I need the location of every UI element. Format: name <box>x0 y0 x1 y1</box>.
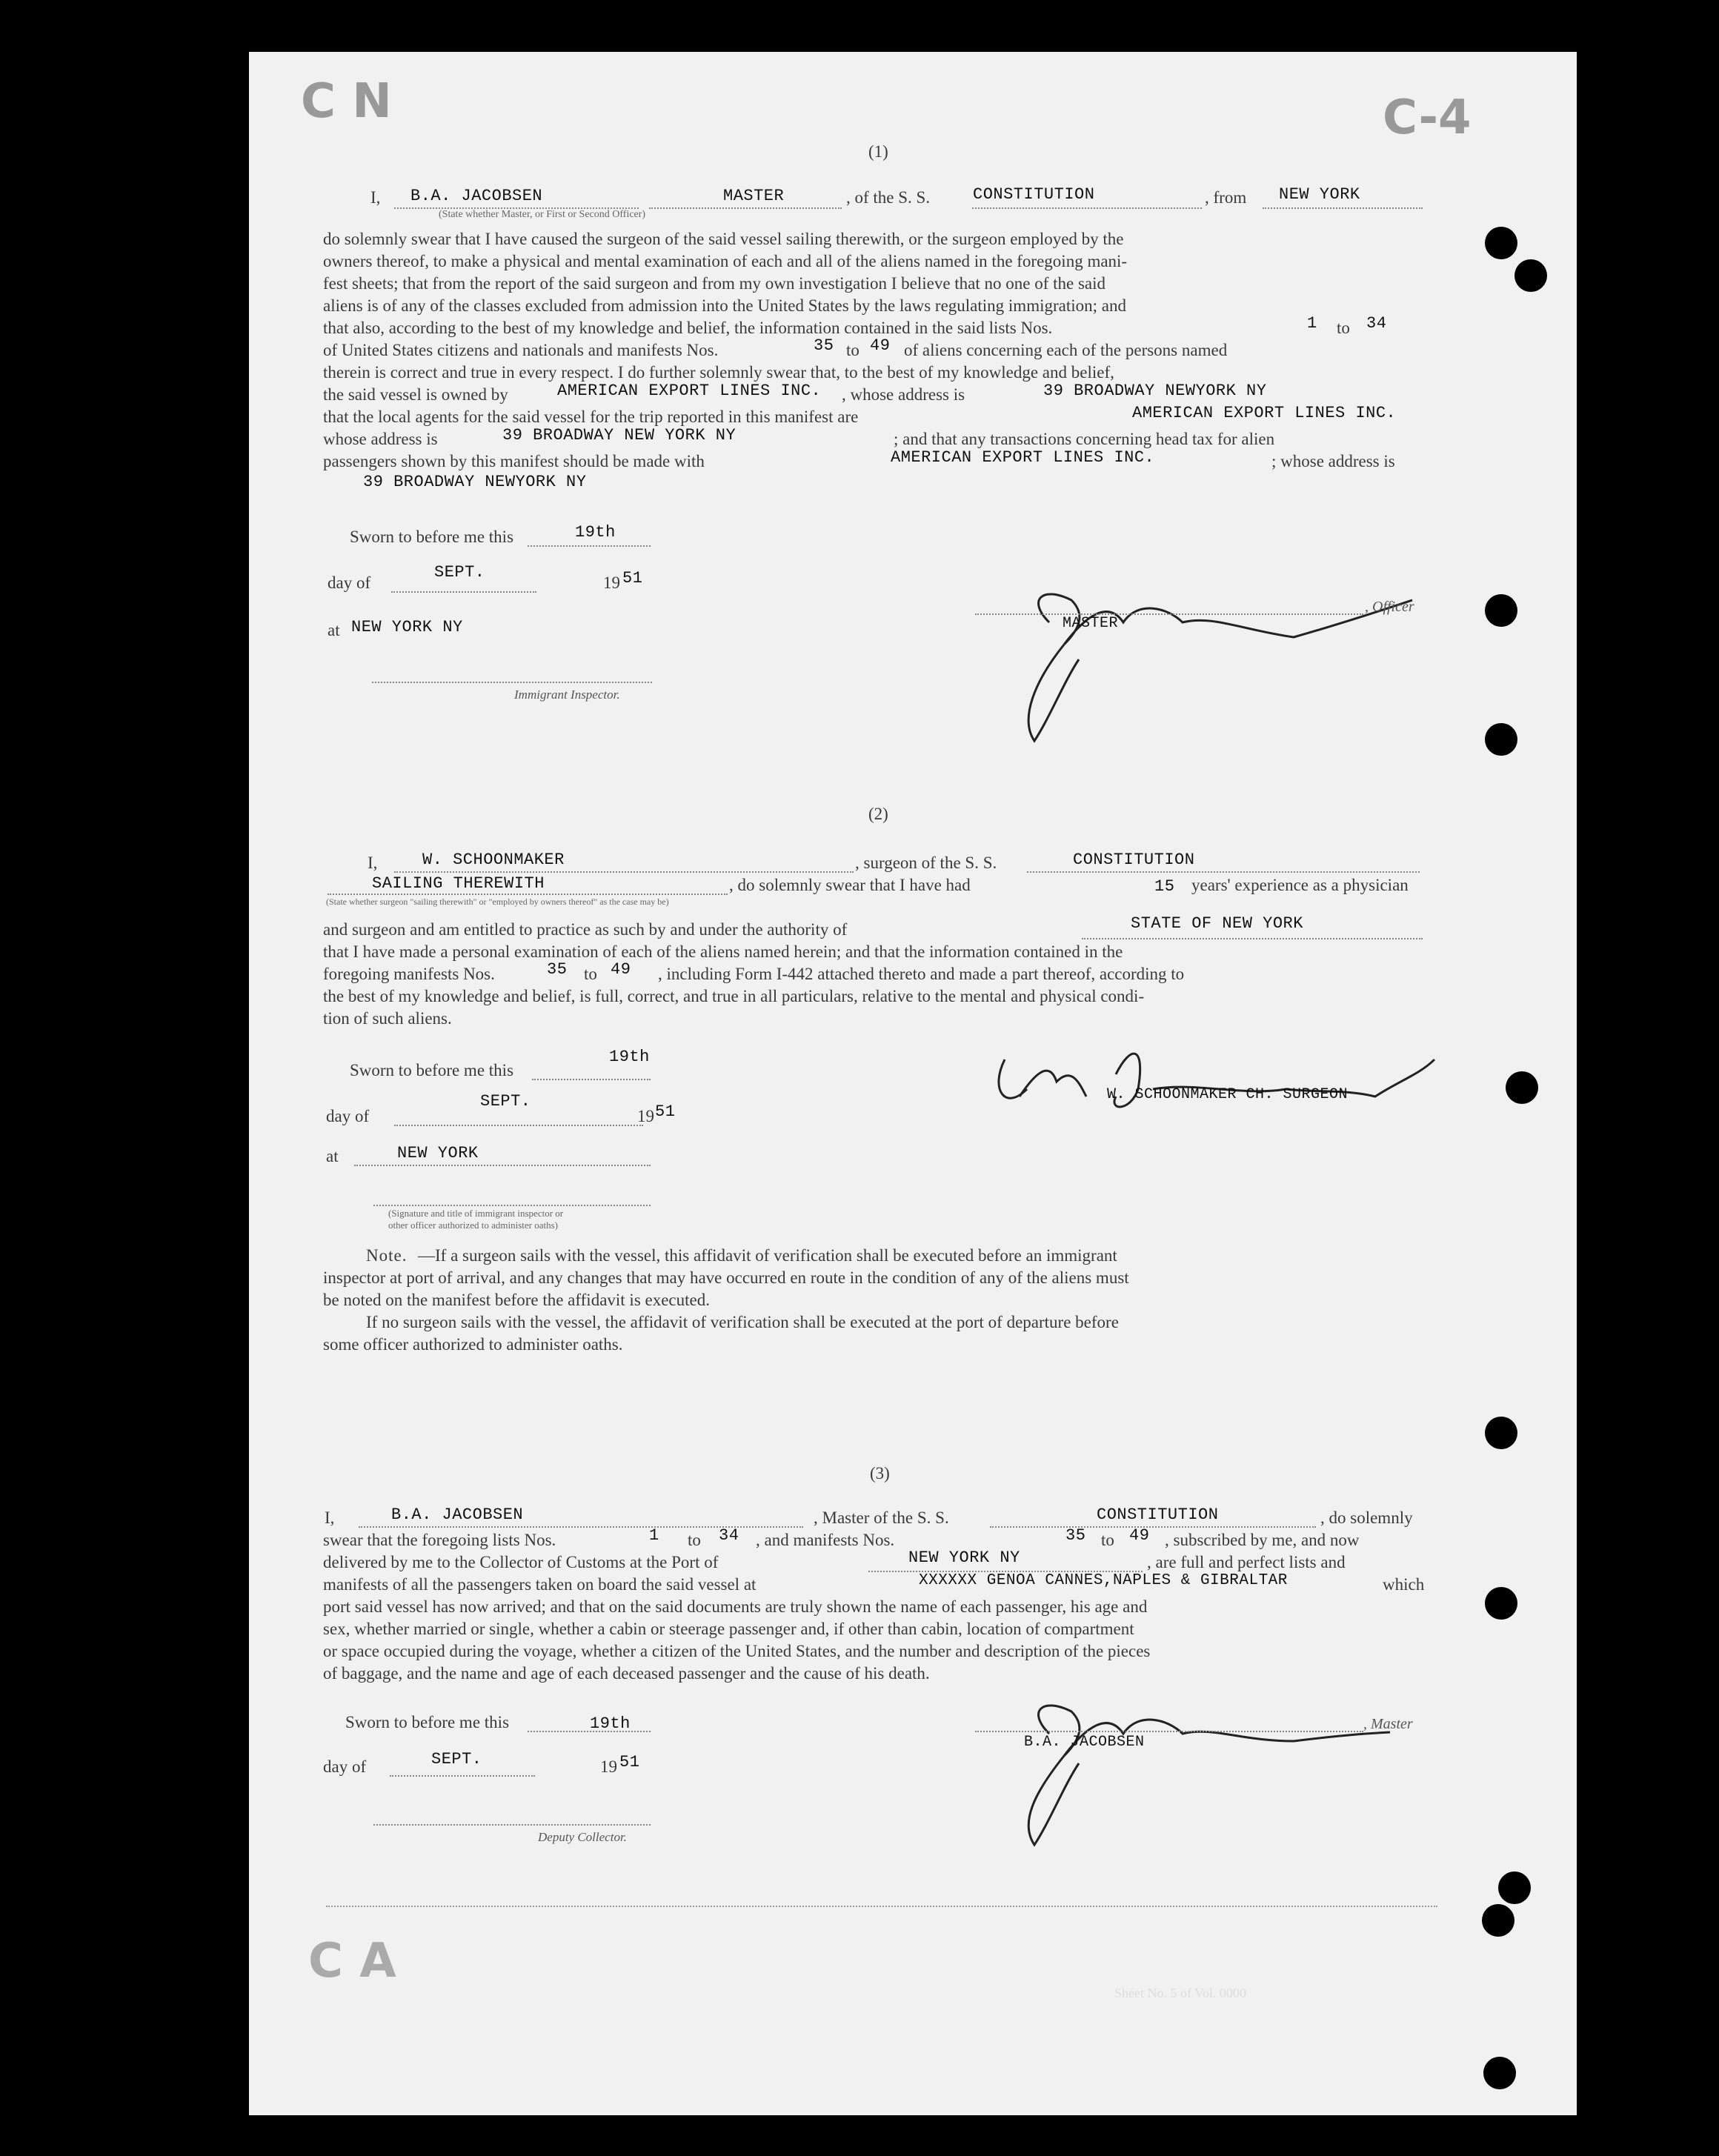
section1-officer-label: , Officer <box>1365 599 1414 615</box>
section3-number: (3) <box>870 1464 890 1483</box>
section2-line1b: , do solemnly swear that I have had <box>729 876 971 894</box>
section3-collector-label: Deputy Collector. <box>538 1830 627 1844</box>
section2-line4b: , including Form I-442 attached thereto and made a part thereof, according to <box>658 965 1185 983</box>
section1-name: B.A. JACOBSEN <box>410 187 543 205</box>
section1-day-of: day of <box>327 573 371 592</box>
section2-surgeon-signature <box>975 1015 1449 1134</box>
section1-line11b: ; whose address is <box>1271 452 1395 470</box>
section1-officer-title: MASTER <box>1063 615 1119 632</box>
section2-sig-note2: other officer authorized to administer oaths) <box>388 1220 558 1231</box>
section3-man-to: 49 <box>1129 1526 1150 1545</box>
section3-i: I, <box>325 1508 335 1527</box>
section3-line3b: , are full and perfect lists and <box>1147 1553 1346 1571</box>
section2-surgeon-of: , surgeon of the S. S. <box>855 854 997 872</box>
section1-to1: to <box>1337 319 1350 337</box>
section3-master-label: , Master <box>1363 1716 1413 1732</box>
section2-at: at <box>326 1147 339 1165</box>
bottom-rule <box>326 1906 1437 1907</box>
section2-line6: tion of such aliens. <box>323 1009 452 1028</box>
section2-place: NEW YORK <box>397 1144 479 1162</box>
section1-agents: AMERICAN EXPORT LINES INC. <box>1132 404 1397 422</box>
section2-sig-title: W. SCHOONMAKER CH. SURGEON <box>1107 1086 1349 1103</box>
section3-master-of: , Master of the S. S. <box>814 1508 949 1527</box>
section3-line4b: which <box>1383 1575 1425 1594</box>
section2-month: SEPT. <box>480 1092 531 1111</box>
note-line5: some officer authorized to administer oaths. <box>323 1335 623 1354</box>
section1-year: 51 <box>622 569 643 588</box>
manifest-affidavit-page <box>249 52 1577 2115</box>
section3-line2a: swear that the foregoing lists Nos. <box>323 1531 556 1549</box>
section3-man-from: 35 <box>1065 1526 1086 1545</box>
note-line3: be noted on the manifest before the affidavit is executed. <box>323 1291 710 1309</box>
section1-agents-address: 39 BROADWAY NEW YORK NY <box>502 426 737 445</box>
section2-line3: that I have made a personal examination of each of the aliens named herein; and that the information contained in the <box>323 942 1123 961</box>
section3-master-name: B.A. JACOBSEN <box>1024 1734 1145 1751</box>
section3-day-of: day of <box>323 1757 367 1776</box>
section1-headtax: AMERICAN EXPORT LINES INC. <box>891 448 1155 467</box>
section3-ports: XXXXXX GENOA CANNES,NAPLES & GIBRALTAR <box>919 1572 1288 1589</box>
section3-port: NEW YORK NY <box>908 1548 1020 1567</box>
section3-line2c: , subscribed by me, and now <box>1165 1531 1360 1549</box>
section2-man-to: 49 <box>611 960 631 979</box>
section3-line8: of baggage, and the name and age of each deceased passenger and the cause of his death. <box>323 1664 930 1683</box>
section1-owner: AMERICAN EXPORT LINES INC. <box>557 382 822 400</box>
section1-at: at <box>327 621 340 639</box>
note-line1: —If a surgeon sails with the vessel, this affidavit of verification shall be executed before an immigrant <box>418 1246 1117 1265</box>
section1-lists-to: 34 <box>1366 314 1387 333</box>
section3-line2b: , and manifests Nos. <box>756 1531 895 1549</box>
section3-year: 51 <box>619 1753 640 1771</box>
section3-line4a: manifests of all the passengers taken on board the said vessel at <box>323 1575 757 1594</box>
section1-man-to: 49 <box>870 336 891 355</box>
section3-line5: port said vessel has now arrived; and that on the said documents are truly shown the name of each passenger, his age and <box>323 1597 1148 1616</box>
section2-line5: the best of my knowledge and belief, is full, correct, and true in all particulars, relative to the mental and physical condi- <box>323 987 1145 1005</box>
section1-line7: therein is correct and true in every respect. I do further solemnly swear that, to the best of my knowledge and belief, <box>323 363 1114 382</box>
binder-hole <box>1483 2057 1516 2089</box>
section2-to: to <box>584 965 597 983</box>
section2-day-of: day of <box>326 1107 370 1125</box>
section1-line8b: , whose address is <box>842 385 965 404</box>
section1-i: I, <box>370 188 381 207</box>
section2-name: W. SCHOONMAKER <box>422 851 565 869</box>
section3-sworn: Sworn to before me this <box>345 1713 510 1731</box>
section2-ship: CONSTITUTION <box>1073 851 1195 869</box>
section2-authority: STATE OF NEW YORK <box>1131 914 1303 933</box>
section3-lists-from: 1 <box>649 1526 659 1545</box>
binder-hole <box>1506 1071 1538 1104</box>
section2-i: I, <box>368 854 378 872</box>
section1-place: NEW YORK NY <box>351 618 463 636</box>
section3-month: SEPT. <box>431 1750 482 1769</box>
binder-hole <box>1498 1871 1531 1904</box>
binder-hole <box>1514 259 1547 292</box>
note-line4: If no surgeon sails with the vessel, the affidavit of verification shall be executed at the port of departure before <box>366 1313 1119 1331</box>
section2-number: (2) <box>868 805 888 823</box>
section2-line2a: and surgeon and am entitled to practice as such by and under the authority of <box>323 920 848 939</box>
section1-master-signature <box>975 556 1449 763</box>
top-left-stamp: C N <box>301 74 392 129</box>
section3-lists-to: 34 <box>719 1526 739 1545</box>
section1-line11a: passengers shown by this manifest should be made with <box>323 452 705 470</box>
top-right-stamp: C-4 <box>1383 90 1472 145</box>
section1-owner-address: 39 BROADWAY NEWYORK NY <box>1043 382 1267 400</box>
section2-status: SAILING THEREWITH <box>372 874 545 893</box>
section1-line10a: whose address is <box>323 430 438 448</box>
note-label: Note. <box>366 1246 408 1265</box>
section2-years: 15 <box>1154 877 1175 896</box>
section1-rank-note: (State whether Master, or First or Second Officer) <box>439 209 646 220</box>
section2-year-prefix: 19 <box>637 1107 654 1125</box>
section1-number: (1) <box>868 142 888 161</box>
section1-line5: that also, according to the best of my knowledge and belief, the information contained in the said lists Nos. <box>323 319 1053 337</box>
binder-hole <box>1485 1587 1517 1620</box>
section1-line4: aliens is of any of the classes excluded from admission into the United States by the laws regulating immigration; and <box>323 296 1126 315</box>
binder-hole <box>1485 227 1517 259</box>
section3-sworn-day: 19th <box>590 1714 631 1733</box>
section2-sworn-day: 19th <box>609 1048 650 1066</box>
section1-man-from: 35 <box>814 336 834 355</box>
section3-line7: or space occupied during the voyage, whether a citizen of the United States, and the number and description of the pieces <box>323 1642 1151 1660</box>
section3-line3a: delivered by me to the Collector of Customs at the Port of <box>323 1553 719 1571</box>
binder-hole <box>1482 1904 1514 1937</box>
bottom-left-stamp: C A <box>308 1934 396 1989</box>
section2-year: 51 <box>655 1102 676 1121</box>
section1-headtax-address: 39 BROADWAY NEWYORK NY <box>363 473 587 491</box>
section1-sworn: Sworn to before me this <box>350 528 514 546</box>
section1-line9a: that the local agents for the said vessel for the trip reported in this manifest are <box>323 407 859 426</box>
section2-sworn: Sworn to before me this <box>350 1061 514 1079</box>
section1-line6a: of United States citizens and nationals and manifests Nos. <box>323 341 719 359</box>
section3-ship: CONSTITUTION <box>1097 1505 1219 1524</box>
section3-to1: to <box>688 1531 701 1549</box>
binder-hole <box>1485 594 1517 627</box>
section1-rank: MASTER <box>723 187 785 205</box>
section3-master-signature <box>975 1667 1420 1860</box>
section2-line1c: years' experience as a physician <box>1191 876 1409 894</box>
note-line2: inspector at port of arrival, and any changes that may have occurred en route in the condition of any of the aliens must <box>323 1268 1129 1287</box>
section1-of-ss: , of the S. S. <box>846 188 931 207</box>
section2-line4a: foregoing manifests Nos. <box>323 965 495 983</box>
section1-line10b: ; and that any transactions concerning head tax for alien <box>894 430 1275 448</box>
section1-from-port: NEW YORK <box>1279 185 1360 204</box>
section1-year-prefix: 19 <box>603 573 620 592</box>
section3-year-prefix: 19 <box>600 1757 617 1776</box>
section3-name: B.A. JACOBSEN <box>391 1505 524 1524</box>
binder-hole <box>1485 723 1517 756</box>
binder-hole <box>1485 1417 1517 1449</box>
footer-faint-text: Sheet No. 5 of Vol. 0000 <box>1114 1986 1246 2000</box>
section3-solemnly: , do solemnly <box>1320 1508 1413 1527</box>
section1-line6b: of aliens concerning each of the persons named <box>904 341 1228 359</box>
section1-line1: do solemnly swear that I have caused the surgeon of the said vessel sailing therewith, or the surgeon employed by the <box>323 230 1124 248</box>
section1-line3: fest sheets; that from the report of the said surgeon and from my own investigation I believe that no one of the said <box>323 274 1106 293</box>
section1-lists-from: 1 <box>1307 314 1317 333</box>
section2-status-note: (State whether surgeon "sailing therewith" or "employed by owners thereof" as the case may be) <box>326 896 669 907</box>
section1-from-label: , from <box>1205 188 1247 207</box>
section1-ship: CONSTITUTION <box>973 185 1095 204</box>
section1-line2: owners thereof, to make a physical and mental examination of each and all of the aliens named in the foregoing mani- <box>323 252 1128 270</box>
section1-month: SEPT. <box>434 563 485 582</box>
section1-inspector-label: Immigrant Inspector. <box>514 688 620 702</box>
section2-sig-note1: (Signature and title of immigrant inspector or <box>388 1208 564 1219</box>
section3-to2: to <box>1101 1531 1114 1549</box>
section1-to2: to <box>846 341 860 359</box>
section1-sworn-day: 19th <box>575 523 616 542</box>
section3-line6: sex, whether married or single, whether a cabin or steerage passenger and, if other than cabin, location of compartment <box>323 1620 1134 1638</box>
section1-line8a: the said vessel is owned by <box>323 385 508 404</box>
section2-man-from: 35 <box>547 960 568 979</box>
